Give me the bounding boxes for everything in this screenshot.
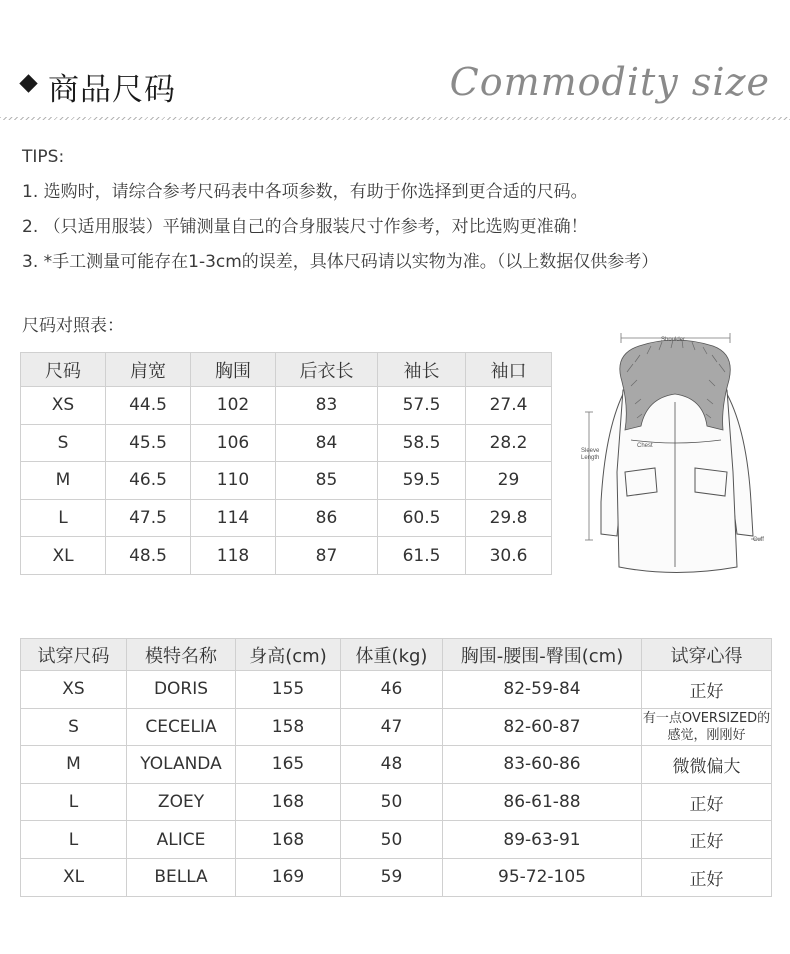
table-cell: 158 bbox=[236, 708, 341, 746]
table-cell: XS bbox=[21, 387, 106, 425]
table-cell: 59.5 bbox=[378, 462, 466, 500]
table-cell: M bbox=[21, 462, 106, 500]
table-cell: XL bbox=[21, 537, 106, 575]
table-row bbox=[21, 462, 552, 500]
table-cell: 61.5 bbox=[378, 537, 466, 575]
table-cell: 82-59-84 bbox=[443, 671, 642, 709]
table-cell: 46 bbox=[341, 671, 443, 709]
table-cell: DORIS bbox=[127, 671, 236, 709]
size-table-caption: 尺码对照表： bbox=[22, 316, 124, 336]
table-cell: 29 bbox=[466, 462, 552, 500]
table-cell: XL bbox=[21, 858, 127, 896]
coat-right-pocket bbox=[695, 468, 727, 496]
size-table bbox=[20, 352, 552, 575]
table-cell: 84 bbox=[276, 424, 378, 462]
table-row bbox=[21, 821, 772, 859]
sleeve-label: Sleeve bbox=[581, 448, 600, 454]
coat-left-pocket bbox=[625, 468, 657, 496]
column-header: 袖口 bbox=[466, 353, 552, 387]
section-title: 商品尺码 bbox=[48, 72, 176, 108]
table-header-row bbox=[21, 639, 772, 671]
table-cell: 169 bbox=[236, 858, 341, 896]
table-cell: 29.8 bbox=[466, 499, 552, 537]
section-title-english: Commodity size bbox=[449, 60, 770, 104]
column-header: 后衣长 bbox=[276, 353, 378, 387]
table-cell: 微微偏大 bbox=[642, 746, 772, 784]
table-cell: 155 bbox=[236, 671, 341, 709]
table-cell: 168 bbox=[236, 783, 341, 821]
table-header-row bbox=[21, 353, 552, 387]
column-header: 试穿尺码 bbox=[21, 639, 127, 671]
table-cell: 正好 bbox=[642, 671, 772, 709]
table-cell: 89-63-91 bbox=[443, 821, 642, 859]
table-cell: 87 bbox=[276, 537, 378, 575]
table-cell: S bbox=[21, 708, 127, 746]
table-row bbox=[21, 387, 552, 425]
table-row bbox=[21, 424, 552, 462]
table-cell: 59 bbox=[341, 858, 443, 896]
column-header: 袖长 bbox=[378, 353, 466, 387]
table-cell: BELLA bbox=[127, 858, 236, 896]
table-cell: 57.5 bbox=[378, 387, 466, 425]
table-cell: 50 bbox=[341, 821, 443, 859]
table-row bbox=[21, 671, 772, 709]
coat-measurement-diagram bbox=[575, 322, 775, 584]
table-row bbox=[21, 708, 772, 746]
table-cell: 168 bbox=[236, 821, 341, 859]
table-cell: 47.5 bbox=[106, 499, 191, 537]
tip-line: 3. *手工测量可能存在1-3cm的误差，具体尺码请以实物为准。（以上数据仅供参考） bbox=[22, 252, 659, 272]
table-cell: 正好 bbox=[642, 858, 772, 896]
chest-label: Chest bbox=[637, 443, 653, 449]
table-row bbox=[21, 499, 552, 537]
table-cell: 60.5 bbox=[378, 499, 466, 537]
sleeve-length-label: Length bbox=[581, 455, 600, 461]
table-cell: 106 bbox=[191, 424, 276, 462]
model-fitting-table bbox=[20, 638, 772, 897]
table-cell: 58.5 bbox=[378, 424, 466, 462]
table-cell: 47 bbox=[341, 708, 443, 746]
table-cell: 86-61-88 bbox=[443, 783, 642, 821]
table-cell: 82-60-87 bbox=[443, 708, 642, 746]
table-cell: 30.6 bbox=[466, 537, 552, 575]
table-cell: L bbox=[21, 821, 127, 859]
column-header: 尺码 bbox=[21, 353, 106, 387]
table-cell: CECELIA bbox=[127, 708, 236, 746]
cuff-label: Cuff bbox=[753, 537, 764, 543]
divider bbox=[0, 117, 790, 120]
table-row bbox=[21, 537, 552, 575]
column-header: 试穿心得 bbox=[642, 639, 772, 671]
table-cell: 50 bbox=[341, 783, 443, 821]
table-cell: 83 bbox=[276, 387, 378, 425]
table-cell: 正好 bbox=[642, 821, 772, 859]
table-cell: YOLANDA bbox=[127, 746, 236, 784]
column-header: 身高(cm) bbox=[236, 639, 341, 671]
diamond-bullet-icon bbox=[19, 74, 37, 92]
table-cell: XS bbox=[21, 671, 127, 709]
column-header: 肩宽 bbox=[106, 353, 191, 387]
table-cell: 44.5 bbox=[106, 387, 191, 425]
column-header: 模特名称 bbox=[127, 639, 236, 671]
table-row bbox=[21, 783, 772, 821]
table-cell: 86 bbox=[276, 499, 378, 537]
table-cell: 118 bbox=[191, 537, 276, 575]
tip-line: 2. （只适用服装）平铺测量自己的合身服装尺寸作参考，对比选购更准确！ bbox=[22, 217, 588, 237]
table-cell: ALICE bbox=[127, 821, 236, 859]
tips-heading: TIPS: bbox=[22, 147, 65, 167]
table-cell: 28.2 bbox=[466, 424, 552, 462]
table-cell: 27.4 bbox=[466, 387, 552, 425]
tips-block bbox=[22, 146, 658, 286]
table-cell: ZOEY bbox=[127, 783, 236, 821]
column-header: 体重(kg) bbox=[341, 639, 443, 671]
table-cell: L bbox=[21, 783, 127, 821]
table-cell: 85 bbox=[276, 462, 378, 500]
table-cell: 45.5 bbox=[106, 424, 191, 462]
table-cell: L bbox=[21, 499, 106, 537]
table-cell: 165 bbox=[236, 746, 341, 784]
table-cell: 正好 bbox=[642, 783, 772, 821]
table-cell: 48.5 bbox=[106, 537, 191, 575]
table-cell: 110 bbox=[191, 462, 276, 500]
table-cell: 95-72-105 bbox=[443, 858, 642, 896]
table-cell: S bbox=[21, 424, 106, 462]
table-cell: 48 bbox=[341, 746, 443, 784]
table-cell: 102 bbox=[191, 387, 276, 425]
table-row bbox=[21, 858, 772, 896]
table-cell: 46.5 bbox=[106, 462, 191, 500]
table-row bbox=[21, 746, 772, 784]
table-cell: 114 bbox=[191, 499, 276, 537]
column-header: 胸围-腰围-臀围(cm) bbox=[443, 639, 642, 671]
tip-line: 1. 选购时，请综合参考尺码表中各项参数，有助于你选择到更合适的尺码。 bbox=[22, 182, 588, 202]
table-cell: 83-60-86 bbox=[443, 746, 642, 784]
table-cell: 有一点OVERSIZED的感觉，刚刚好 bbox=[642, 708, 772, 746]
section-header bbox=[0, 56, 790, 116]
table-cell: M bbox=[21, 746, 127, 784]
column-header: 胸围 bbox=[191, 353, 276, 387]
shoulder-label: Shoulder bbox=[661, 337, 686, 343]
